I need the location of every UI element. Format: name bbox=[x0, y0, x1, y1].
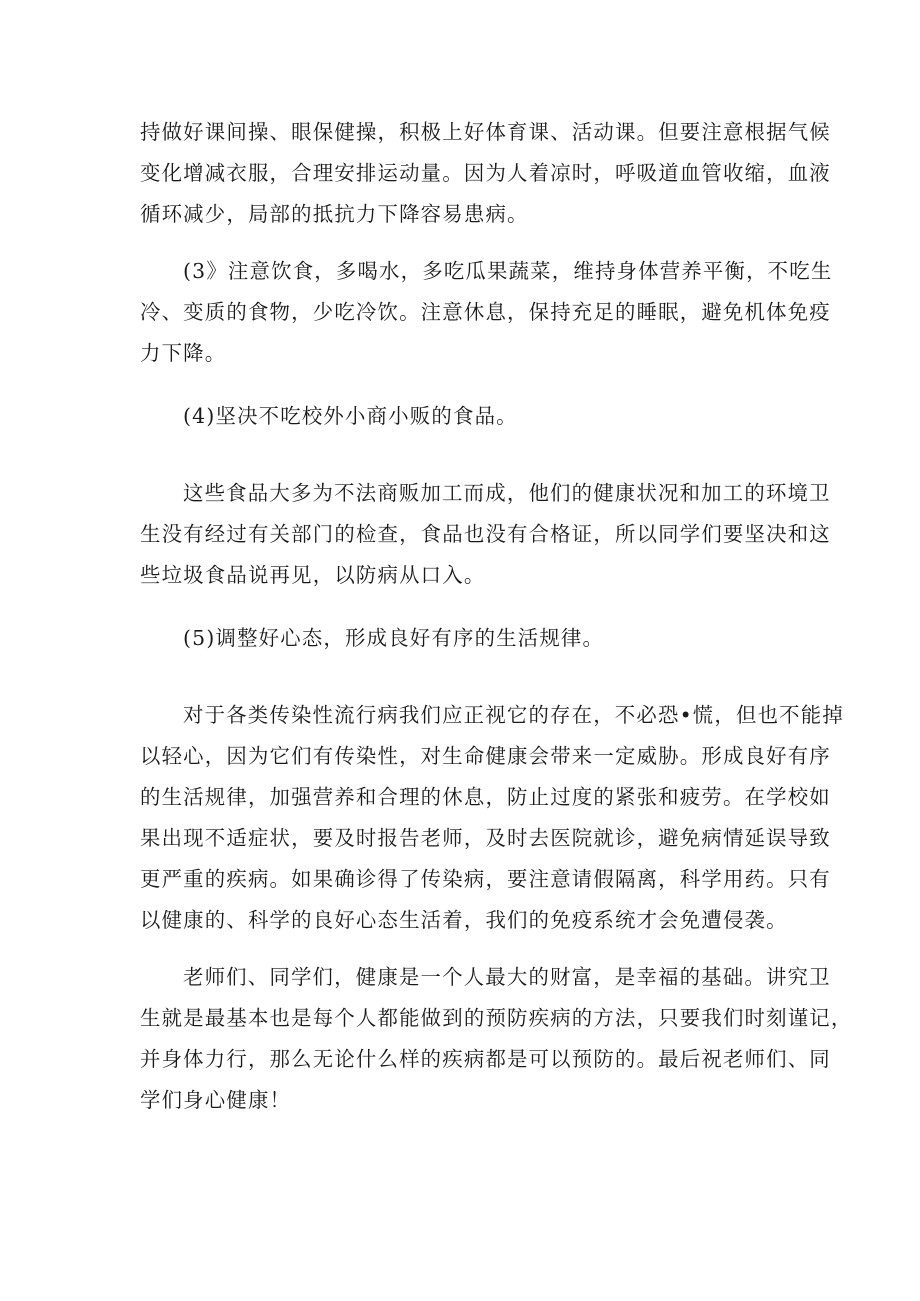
text-line: 并身体力行，那么无论什么样的疾病都是可以预防的。最后祝老师们、同 bbox=[140, 1047, 831, 1071]
text-line: (5)调整好心态，形成良好有序的生活规律。 bbox=[183, 626, 605, 650]
text-line: (4)坚决不吃校外小商小贩的食品。 bbox=[183, 404, 518, 428]
text-line: 持做好课间操、眼保健操，积极上好体育课、活动课。但要注意根据气候 bbox=[140, 120, 831, 144]
text-line: 些垃圾食品说再见，以防病从口入。 bbox=[140, 563, 486, 587]
text-line: 果出现不适症状，要及时报告老师，及时去医院就诊，避免病情延误导致 bbox=[140, 826, 831, 850]
text-line: 这些食品大多为不法商贩加工而成，他们的健康状况和加工的环境卫 bbox=[183, 481, 831, 505]
paragraph-closing bbox=[140, 957, 853, 1121]
text-line: 学们身心健康！ bbox=[140, 1088, 292, 1112]
text-line: 老师们、同学们，健康是一个人最大的财富，是幸福的基础。讲究卫 bbox=[183, 965, 831, 989]
paragraph-heading-mindset bbox=[140, 618, 785, 659]
text-line: 的生活规律，加强营养和合理的休息，防止过度的紧张和疲劳。在学校如 bbox=[140, 785, 831, 809]
text-line: 循环减少，局部的抵抗力下降容易患病。 bbox=[140, 202, 529, 226]
paragraph-food-safety bbox=[140, 473, 831, 596]
text-line: 对于各类传染性流行病我们应正视它的存在，不必恐•慌，但也不能掉 bbox=[183, 703, 844, 727]
text-line: 变化增减衣服，合理安排运动量。因为人着凉时，呼吸道血管收缩，血液 bbox=[140, 161, 831, 185]
paragraph-epidemic bbox=[140, 695, 844, 941]
paragraph-exercise bbox=[140, 112, 831, 235]
text-line: 冷、变质的食物，少吃冷饮。注意休息，保持充足的睡眠，避免机体免疫 bbox=[140, 300, 831, 324]
text-line: 生就是最基本也是每个人都能做到的预防疾病的方法，只要我们时刻谨记， bbox=[140, 1006, 853, 1030]
text-line: 更严重的疾病。如果确诊得了传染病，要注意请假隔离，科学用药。只有 bbox=[140, 867, 831, 891]
text-line: 以轻心，因为它们有传染性，对生命健康会带来一定威胁。形成良好有序 bbox=[140, 744, 831, 768]
document-page bbox=[140, 112, 853, 1121]
text-line: (3》注意饮食，多喝水，多吃瓜果蔬菜，维持身体营养平衡，不吃生 bbox=[183, 259, 833, 283]
text-line: 以健康的、科学的良好心态生活着，我们的免疫系统才会免遭侵袭。 bbox=[140, 908, 788, 932]
text-line: 力下降。 bbox=[140, 341, 227, 365]
paragraph-diet bbox=[140, 251, 833, 374]
text-line: 生没有经过有关部门的检查，食品也没有合格证，所以同学们要坚决和这 bbox=[140, 522, 831, 546]
paragraph-heading-food bbox=[140, 396, 785, 437]
